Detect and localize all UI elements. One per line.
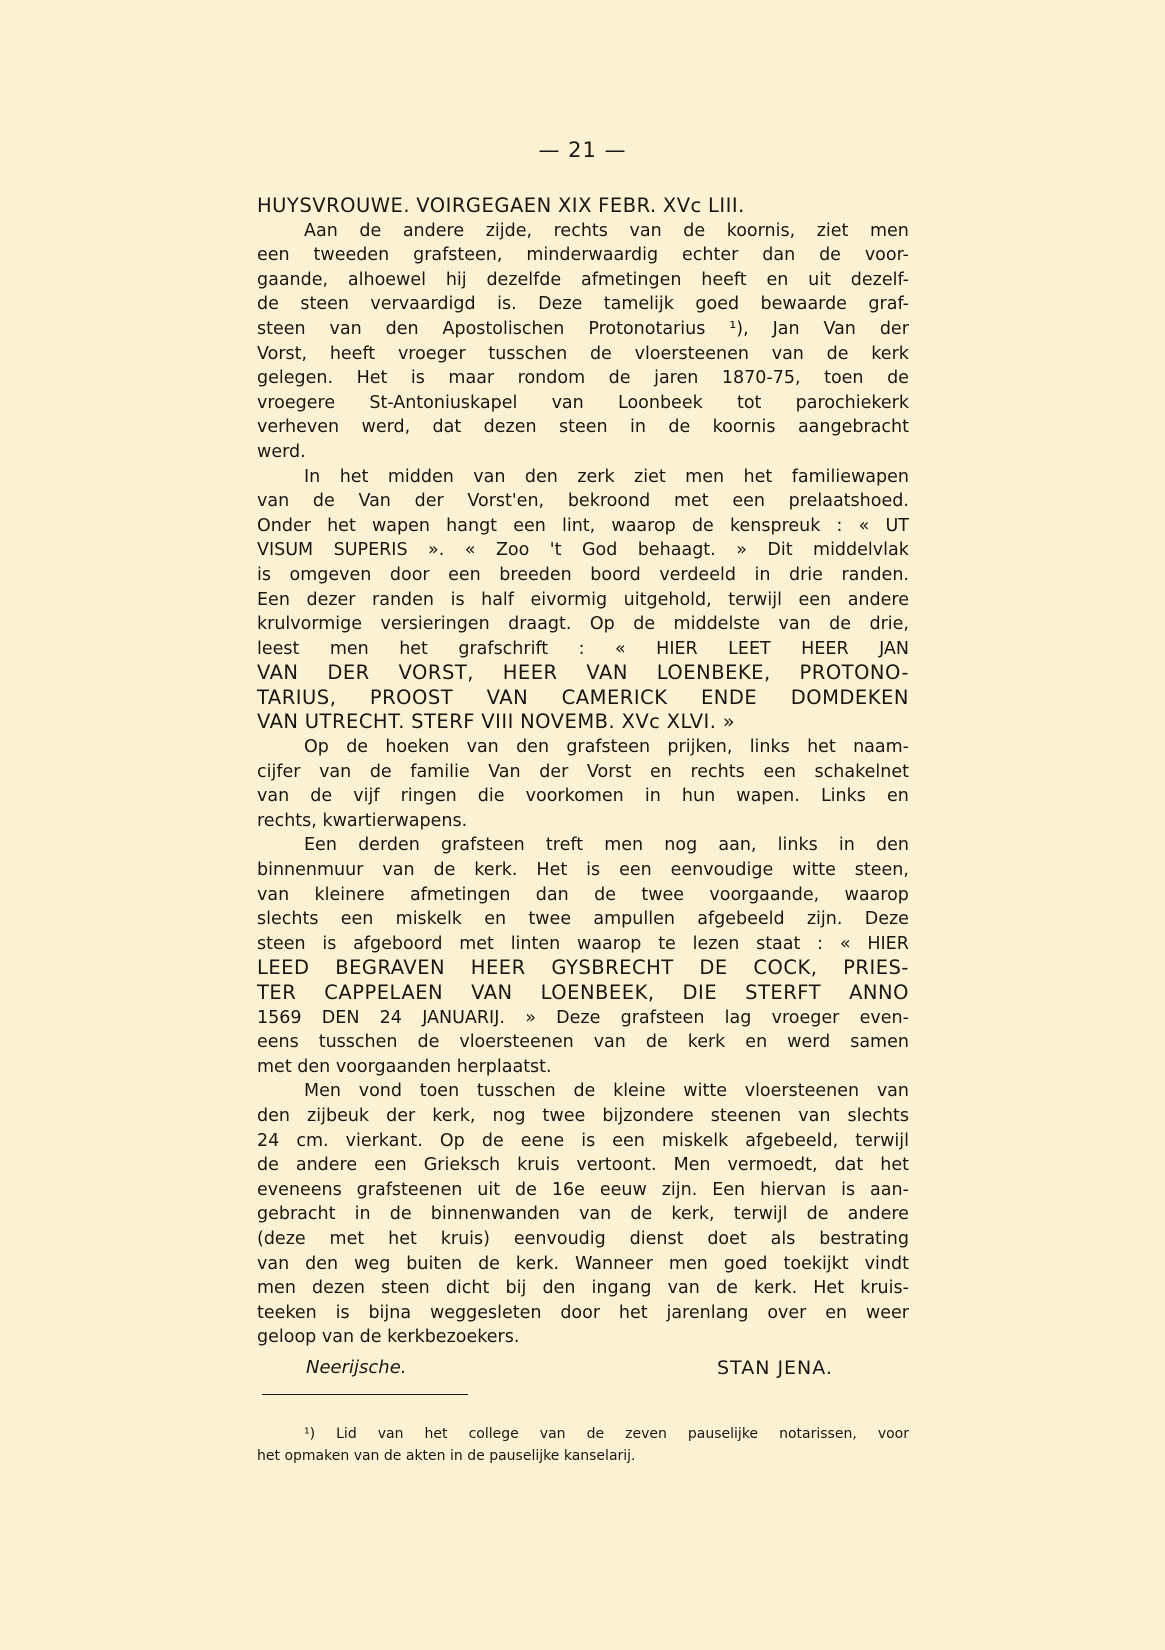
body-line: men dezen steen dicht bij den ingang van de kerk. Het kruis- — [257, 1278, 909, 1299]
body-line: is omgeven door een breeden boord verdeeld in drie randen. — [257, 564, 909, 585]
body-line: HUYSVROUWE. VOIRGEGAEN XIX FEBR. XVc LIII. — [257, 194, 745, 217]
body-line: van den weg buiten de kerk. Wanneer men goed toekijkt vindt — [257, 1253, 909, 1274]
body-line: leest men het grafschrift : « HIER LEET HEER JAN — [257, 638, 909, 659]
body-line: cijfer van de familie Van der Vorst en rechts een schakelnet — [257, 761, 909, 782]
body-line: teeken is bijna weggesleten door het jarenlang over en weer — [257, 1302, 909, 1323]
body-text — [257, 194, 909, 1350]
body-line: Onder het wapen hangt een lint, waarop de kenspreuk : « UT — [257, 515, 909, 536]
body-line: de andere een Grieksch kruis vertoont. Men vermoedt, dat het — [257, 1155, 909, 1176]
footnote-line: het opmaken van de akten in de pauselijke kanselarij. — [257, 1448, 636, 1464]
body-line: rechts, kwartierwapens. — [257, 810, 468, 831]
body-line: VISUM SUPERIS ». « Zoo 't God behaagt. » Dit middelvlak — [257, 540, 909, 561]
body-line: eveneens grafsteenen uit de 16e eeuw zijn. Een hiervan is aan- — [257, 1179, 909, 1200]
body-line: VAN UTRECHT. STERF VIII NOVEMB. XVc XLVI. » — [257, 710, 736, 734]
body-line: In het midden van den zerk ziet men het familiewapen — [304, 466, 909, 487]
body-line: gelegen. Het is maar rondom de jaren 1870-75, toen de — [257, 368, 909, 389]
footnote-line: ¹) Lid van het college van de zeven pauselijke notarissen, voor — [304, 1426, 909, 1442]
body-line: krulvormige versieringen draagt. Op de middelste van de drie, — [257, 614, 909, 635]
body-line: Men vond toen tusschen de kleine witte vloersteenen van — [304, 1081, 909, 1102]
signature-row — [257, 1357, 909, 1383]
body-line: vroegere St-Antoniuskapel van Loonbeek tot parochiekerk — [257, 392, 909, 413]
body-line: steen van den Apostolischen Protonotarius ¹), Jan Van der — [257, 318, 909, 339]
footnote — [257, 1423, 909, 1467]
body-line: slechts een miskelk en twee ampullen afgebeeld zijn. Deze — [257, 909, 909, 930]
body-line: gebracht in de binnenwanden van de kerk, terwijl de andere — [257, 1204, 909, 1225]
body-line: 1569 DEN 24 JANUARIJ. » Deze grafsteen lag vroeger even- — [257, 1007, 909, 1028]
body-line: verheven werd, dat dezen steen in de koornis aangebracht — [257, 417, 909, 438]
body-line: van de Van der Vorst'en, bekroond met een prelaatshoed. — [257, 491, 909, 512]
body-line: de steen vervaardigd is. Deze tamelijk goed bewaarde graf- — [257, 294, 909, 315]
body-line: (deze met het kruis) eenvoudig dienst doet als bestrating — [257, 1228, 909, 1249]
body-line: van kleinere afmetingen dan de twee voorgaande, waarop — [257, 884, 909, 905]
body-line: Op de hoeken van den grafsteen prijken, links het naam- — [304, 737, 909, 758]
body-line: Vorst, heeft vroeger tusschen de vloersteenen van de kerk — [257, 343, 909, 364]
body-line: den zijbeuk der kerk, nog twee bijzondere steenen van slechts — [257, 1105, 909, 1126]
footnote-divider — [262, 1394, 468, 1395]
body-line: Een dezer randen is half eivormig uitgehold, terwijl een andere — [257, 589, 909, 610]
signature-place: Neerijsche. — [306, 1357, 407, 1378]
body-line: eens tusschen de vloersteenen van de kerk en werd samen — [257, 1032, 909, 1053]
body-line: geloop van de kerkbezoekers. — [257, 1327, 520, 1348]
body-line: binnenmuur van de kerk. Het is een eenvoudige witte steen, — [257, 860, 909, 881]
body-line: gaande, alhoewel hij dezelfde afmetingen heeft en uit dezelf- — [257, 269, 909, 290]
body-line: VAN DER VORST, HEER VAN LOENBEKE, PROTONO- — [257, 661, 909, 685]
body-line: Een derden grafsteen treft men nog aan, links in den — [304, 835, 909, 856]
body-line: Aan de andere zijde, rechts van de koornis, ziet men — [304, 220, 909, 241]
body-line: met den voorgaanden herplaatst. — [257, 1056, 552, 1077]
body-line: van de vijf ringen die voorkomen in hun wapen. Links en — [257, 786, 909, 807]
body-line: een tweeden grafsteen, minderwaardig echter dan de voor- — [257, 245, 909, 266]
body-line: 24 cm. vierkant. Op de eene is een miskelk afgebeeld, terwijl — [257, 1130, 909, 1151]
signature-author: STAN JENA. — [717, 1357, 833, 1379]
body-line: steen is afgeboord met linten waarop te lezen staat : « HIER — [257, 933, 909, 954]
page-number: — 21 — — [538, 138, 627, 162]
body-line: werd. — [257, 441, 306, 462]
body-line: TARIUS, PROOST VAN CAMERICK ENDE DOMDEKEN — [257, 685, 909, 709]
body-line: TER CAPPELAEN VAN LOENBEEK, DIE STERFT ANNO — [257, 981, 909, 1004]
body-line: LEED BEGRAVEN HEER GYSBRECHT DE COCK, PRIES- — [257, 956, 909, 980]
